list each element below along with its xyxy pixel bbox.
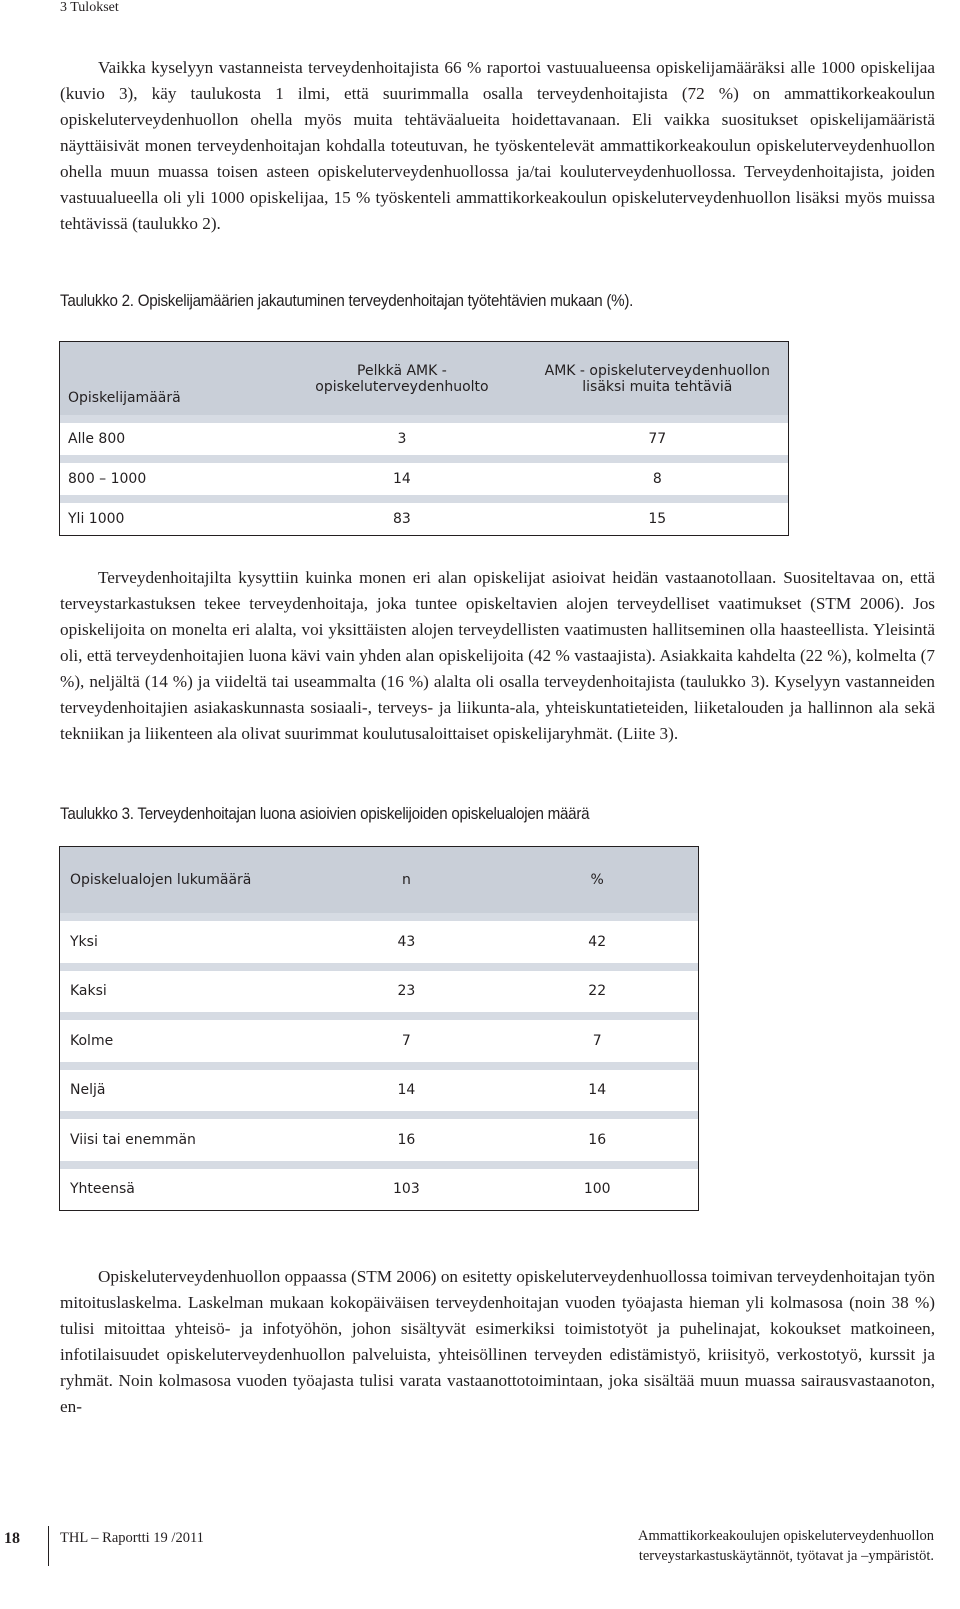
table-row	[60, 423, 789, 455]
body-paragraph-3: Opiskeluterveydenhuollon oppaassa (STM 2006) on esitetty opiskeluterveydenhuollossa toimivan terveydenhoitajan työn mitoituslaskelma. Laskelman mukaan kokopäiväisen terveydenhoitajan vuoden työajasta hieman yli kolmasosa (noin 38 %) tulisi mitoittaa yhteisö- ja infotyöhön, johon sisältyvät esimerkiksi toimistotyöt ja puhelinajat, kokoukset matkoineen, infotilaisuudet opiskeluterveydenhuollon palveluista, yhteisöllinen terveyden edistämistyö, kriisityö, verkostotyö, kurssit ja ryhmät. Noin kolmasosa vuoden työajasta tulisi varata vastaanottotoimintaan, joka sisältää muun muassa sairausvastaanoton, en-	[60, 1267, 935, 1416]
row-divider	[60, 913, 699, 921]
table-cell: 14	[397, 1082, 416, 1099]
column-header: Opiskelijamäärä	[60, 342, 278, 416]
report-title-line-2: terveystarkastuskäytännöt, työtavat ja –ympäristöt.	[638, 1548, 934, 1564]
table-cell: Yksi	[70, 933, 98, 950]
running-head: 3 Tulokset	[60, 0, 119, 15]
table-cell: Yli 1000	[68, 511, 125, 527]
publication-info: THL – Raportti 19 /2011	[60, 1530, 204, 1546]
table-cell: 16	[588, 1131, 607, 1148]
column-header: n	[316, 847, 496, 914]
table-row	[60, 1070, 699, 1112]
table-cell: 42	[588, 933, 607, 950]
table-cell: 15	[648, 511, 667, 527]
table-cell: Kaksi	[70, 983, 107, 1000]
column-header: Pelkkä AMK - opiskeluterveydenhuolto	[277, 342, 526, 416]
row-divider	[60, 1012, 699, 1020]
column-header: AMK - opiskeluterveydenhuollon lisäksi muita tehtäviä	[527, 342, 789, 416]
table-3-caption: Taulukko 3. Terveydenhoitajan luona asioivien opiskelijoiden opiskelualojen määrä	[60, 805, 590, 823]
table-cell: 3	[397, 431, 407, 447]
table-cell: 22	[588, 983, 607, 1000]
footer-divider	[48, 1526, 49, 1566]
row-divider	[60, 963, 699, 971]
row-divider	[60, 455, 789, 463]
table-cell: Yhteensä	[70, 1181, 135, 1198]
table-3	[59, 846, 699, 1211]
table-cell: Neljä	[70, 1082, 106, 1099]
column-header: %	[496, 847, 698, 914]
row-divider	[60, 1161, 699, 1169]
table-cell: 7	[592, 1032, 602, 1049]
table-cell: 7	[401, 1032, 411, 1049]
body-paragraph-1: Vaikka kyselyyn vastanneista terveydenhoitajista 66 % raportoi vastuualueensa opiskelijamääräksi alle 1000 opiskelijaa (kuvio 3), käy taulukosta 1 ilmi, että suurimmalla osalla terveydenhoitajista (72 %) on ammattikorkeakoulun opiskeluterveydenhuollon ohella myös muita tehtäväalueita hoidettavanaan. Eli vaikka suositukset opiskelijamääristä näyttäisivät monen terveydenhoitajan kohdalla toteutuvan, he työskentelevät ammattikorkeakoulun opiskeluterveydenhuollon ohella muun muassa toisen asteen opiskeluterveydenhuollossa ja/tai kouluterveydenhuollossa. Terveydenhoitajista, joiden vastuualueella oli yli 1000 opiskelijaa, 15 % työskenteli ammattikorkeakoulun opiskeluterveydenhuollon lisäksi myös muissa tehtävissä (taulukko 2).	[60, 58, 935, 233]
table-cell: 14	[393, 471, 411, 487]
table-2	[59, 341, 789, 536]
table-cell: 800 – 1000	[68, 471, 147, 487]
row-divider	[60, 1062, 699, 1070]
table-cell: 16	[397, 1131, 416, 1148]
report-title-line-1: Ammattikorkeakoulujen opiskeluterveydenhuollon	[638, 1528, 934, 1544]
row-divider	[60, 1111, 699, 1119]
table-cell: 43	[397, 933, 416, 950]
table-row	[60, 1020, 699, 1062]
table-cell: 14	[588, 1082, 607, 1099]
row-divider	[60, 415, 789, 423]
table-cell: 77	[648, 431, 667, 447]
report-title	[638, 1526, 934, 1566]
page-footer	[0, 1526, 960, 1609]
table-cell: 23	[397, 983, 416, 1000]
table-2-caption: Taulukko 2. Opiskelijamäärien jakautuminen terveydenhoitajan työtehtävien mukaan (%).	[60, 292, 634, 310]
page-number: 18	[4, 1530, 20, 1547]
table-cell: 103	[393, 1181, 420, 1198]
table-row	[60, 1169, 699, 1211]
table-row	[60, 1119, 699, 1161]
table-cell: 100	[583, 1181, 611, 1198]
table-cell: 8	[652, 471, 662, 487]
table-row	[60, 971, 699, 1013]
table-cell: 83	[393, 511, 411, 527]
table-header-row	[60, 847, 699, 914]
column-header: Opiskelualojen lukumäärä	[60, 847, 317, 914]
row-divider	[60, 495, 789, 503]
body-paragraph-2: Terveydenhoitajilta kysyttiin kuinka monen eri alan opiskelijat asioivat heidän vastaanotollaan. Suositeltavaa on, että terveystarkastuksen tekee terveydenhoitaja, joka tuntee opiskeltavien alojen terveydelliset vaatimukset (STM 2006). Jos opiskelijoita on monelta eri alalta, voi yksittäisten alojen terveydellisten vaatimusten hallitseminen olla haasteellista. Yleisintä oli, että terveydenhoitajien luona kävi vain yhden alan opiskelijoita (42 % vastaajista). Asiakkaita kahdelta (22 %), kolmelta (7 %), neljältä (14 %) ja viideltä tai useammalta (16 %) alalta oli osalla terveydenhoitajista (taulukko 3). Kyselyyn vastanneiden terveydenhoitajien asiakaskunnasta sosiaali-, terveys- ja liikunta-ala, yhteiskuntatieteiden, liiketalouden ja hallinnon ala sekä tekniikan ja liikenteen ala olivat suurimmat koulutusaloittaiset opiskelijaryhmät. (Liite 3).	[60, 568, 935, 743]
table-row	[60, 921, 699, 963]
table-cell: Alle 800	[68, 431, 126, 447]
table-row	[60, 463, 789, 495]
table-cell: Viisi tai enemmän	[70, 1131, 196, 1148]
table-header-row	[60, 342, 789, 416]
table-cell: Kolme	[70, 1032, 114, 1049]
table-row	[60, 503, 789, 536]
